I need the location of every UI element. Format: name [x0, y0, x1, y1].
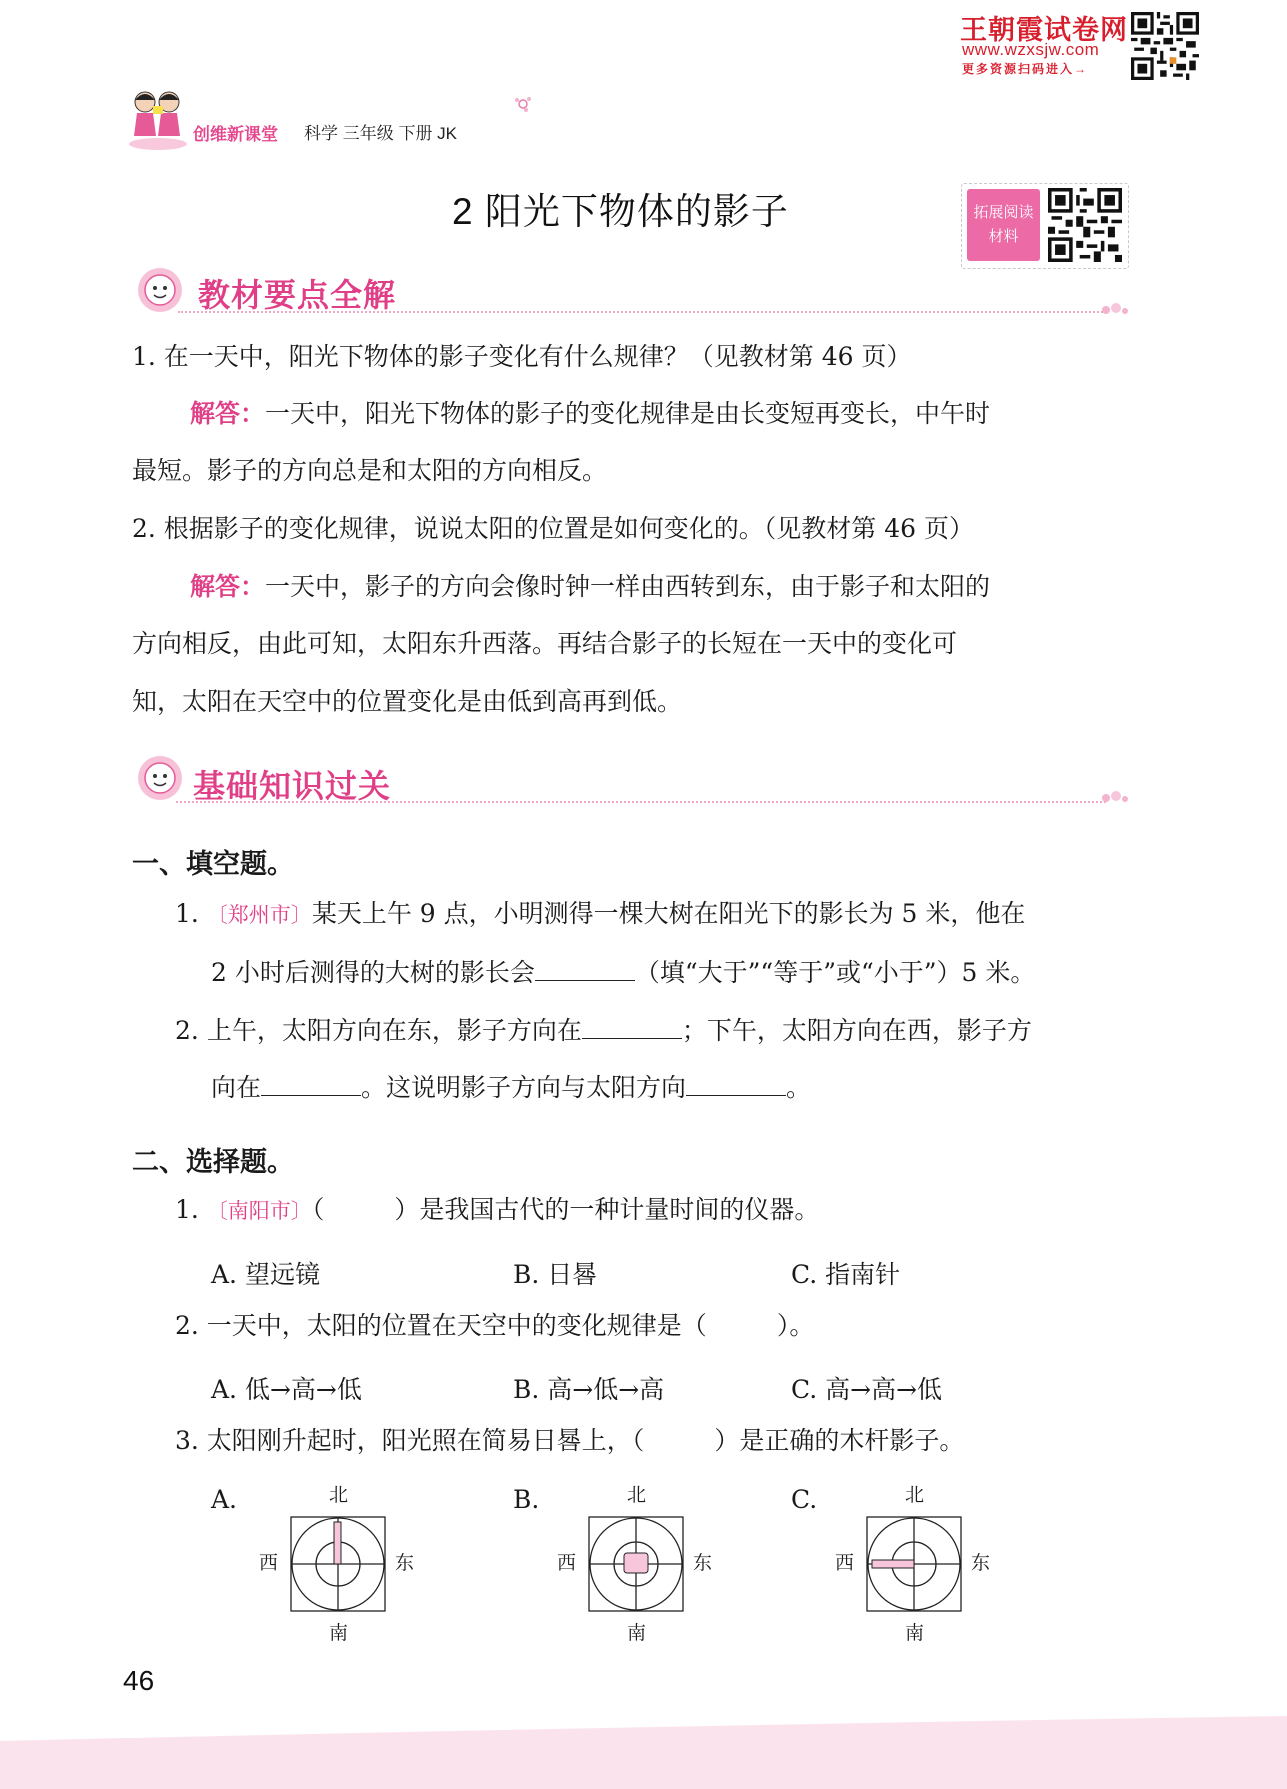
answer-2-line-2: 方向相反，由此可知，太阳东升西落。再结合影子的长短在一天中的变化可 [132, 629, 958, 658]
fill-question-1-line-2 [211, 958, 1035, 985]
direction-north: 北 [905, 1484, 925, 1506]
brand-tip: 更多资源扫码进入→ [962, 62, 1089, 76]
page-number: 46 [123, 1665, 155, 1696]
answer-blank[interactable] [582, 1016, 682, 1039]
fill-question-1-line-1 [175, 901, 1025, 926]
bottom-decor-band [0, 1716, 1287, 1789]
direction-west: 西 [557, 1552, 577, 1574]
section-mascot-icon [132, 752, 188, 802]
region-tag: 〔郑州市〕 [206, 903, 312, 927]
fill-question-2-text: 。 [786, 1073, 812, 1102]
direction-east: 东 [395, 1552, 415, 1574]
question-number: 1. [175, 899, 199, 928]
kids-logo-icon [127, 86, 189, 152]
choice-question-3-text: 3. 太阳刚升起时，阳光照在简易日晷上，（ [175, 1426, 645, 1455]
sundial-diagram-b[interactable] [557, 1480, 717, 1645]
answer-1-line-2: 最短。影子的方向总是和太阳的方向相反。 [132, 456, 608, 485]
answer-blank[interactable] [535, 958, 635, 981]
answer-blank[interactable] [686, 1073, 786, 1096]
answer-label: 解答： [190, 572, 266, 601]
dots-deco-icon [1100, 790, 1130, 804]
answer-1-line-1 [190, 401, 990, 426]
section-divider [178, 311, 1106, 313]
choice-question-3 [175, 1428, 964, 1453]
direction-east: 东 [971, 1552, 991, 1574]
fill-question-1-text: 2 小时后测得的大树的影长会 [211, 958, 535, 987]
option-a[interactable]: A. [211, 1485, 238, 1514]
sundial-dial [866, 1516, 962, 1612]
section-title-basics: 基础知识过关 [193, 768, 392, 804]
answer-1-text: 一天中，阳光下物体的影子的变化规律是由长变短再变长，中午时 [265, 399, 991, 428]
qr-code-icon[interactable] [1131, 12, 1199, 80]
lesson-title: 2 阳光下物体的影子 [452, 191, 789, 232]
option-a[interactable]: A. 望远镜 [211, 1260, 320, 1289]
choice-question-2 [175, 1313, 814, 1338]
sundial-diagram-c[interactable] [835, 1480, 995, 1645]
fill-question-2-text: 向在 [211, 1073, 262, 1102]
option-c[interactable]: C. 高→高→低 [791, 1375, 943, 1404]
answer-label: 解答： [190, 399, 266, 428]
option-b[interactable]: B. [513, 1485, 540, 1514]
choice-question-1 [175, 1197, 819, 1222]
reading-qr-code-icon[interactable] [1048, 188, 1122, 262]
book-info: 科学 三年级 下册 JK [304, 124, 458, 143]
choice-question-2-text: 2. 一天中，太阳的位置在天空中的变化规律是（ [175, 1311, 707, 1340]
brand-url[interactable]: www.wzxsjw.com [962, 40, 1100, 59]
brand-name: 王朝霞试卷网 [960, 15, 1128, 45]
fill-question-1-text: 某天上午 9 点，小明测得一棵大树在阳光下的影长为 5 米，他在 [311, 899, 1026, 928]
option-b[interactable]: B. 日晷 [513, 1260, 598, 1289]
direction-west: 西 [259, 1552, 279, 1574]
paren-close: ）是正确的木杆影子。 [714, 1426, 965, 1455]
answer-blank[interactable] [261, 1073, 361, 1096]
option-b[interactable]: B. 高→低→高 [513, 1375, 665, 1404]
answer-2-line-1 [190, 574, 990, 599]
dots-deco-icon [1100, 302, 1130, 316]
direction-west: 西 [835, 1552, 855, 1574]
sundial-dial [290, 1516, 386, 1612]
fill-question-1-text: （填“大于”“等于”或“小于”）5 米。 [634, 958, 1036, 987]
region-tag: 〔南阳市〕 [206, 1199, 312, 1223]
question-number: 1. [175, 1195, 199, 1224]
fill-blank-heading: 一、填空题。 [132, 849, 294, 879]
answer-2-text: 一天中，影子的方向会像时钟一样由西转到东，由于影子和太阳的 [265, 572, 991, 601]
paren-open: （ [311, 1195, 325, 1224]
direction-south: 南 [329, 1622, 349, 1644]
fill-question-2-text: 。这说明影子方向与太阳方向 [361, 1073, 687, 1102]
choice-heading: 二、选择题。 [132, 1147, 294, 1177]
series-name: 创维新课堂 [193, 125, 278, 144]
question-2: 2. 根据影子的变化规律，说说太阳的位置是如何变化的。（见教材第 46 页） [132, 514, 975, 543]
reading-tag-line2: 材料 [988, 228, 1019, 245]
direction-south: 南 [905, 1622, 925, 1644]
reading-material-tag[interactable] [967, 189, 1040, 261]
direction-north: 北 [627, 1484, 647, 1506]
fill-question-2-text: ；下午，太阳方向在西，影子方 [681, 1016, 1032, 1045]
choice-question-1-text: ）是我国古代的一种计量时间的仪器。 [394, 1195, 820, 1224]
section-divider [176, 801, 1106, 803]
fill-question-2-line-1 [175, 1016, 1032, 1043]
fill-question-2-text: 上午，太阳方向在东，影子方向在 [206, 1016, 582, 1045]
direction-south: 南 [627, 1622, 647, 1644]
reading-tag-line1: 拓展阅读 [973, 204, 1034, 221]
direction-north: 北 [329, 1484, 349, 1506]
direction-east: 东 [693, 1552, 713, 1574]
option-c[interactable]: C. [791, 1485, 818, 1514]
paren-close: ）。 [776, 1311, 815, 1340]
fill-question-2-line-2 [211, 1073, 811, 1100]
section-mascot-icon [132, 264, 188, 314]
option-a[interactable]: A. 低→高→低 [211, 1375, 362, 1404]
question-1: 1. 在一天中，阳光下物体的影子变化有什么规律？（见教材第 46 页） [132, 342, 912, 371]
sundial-dial [588, 1516, 684, 1612]
question-number: 2. [175, 1016, 199, 1045]
section-title-key-points: 教材要点全解 [198, 277, 397, 313]
answer-2-line-3: 知，太阳在天空中的位置变化是由低到高再到低。 [132, 687, 683, 716]
sundial-diagram-a[interactable] [259, 1480, 419, 1645]
flower-deco-icon [512, 94, 534, 114]
option-c[interactable]: C. 指南针 [791, 1260, 901, 1289]
